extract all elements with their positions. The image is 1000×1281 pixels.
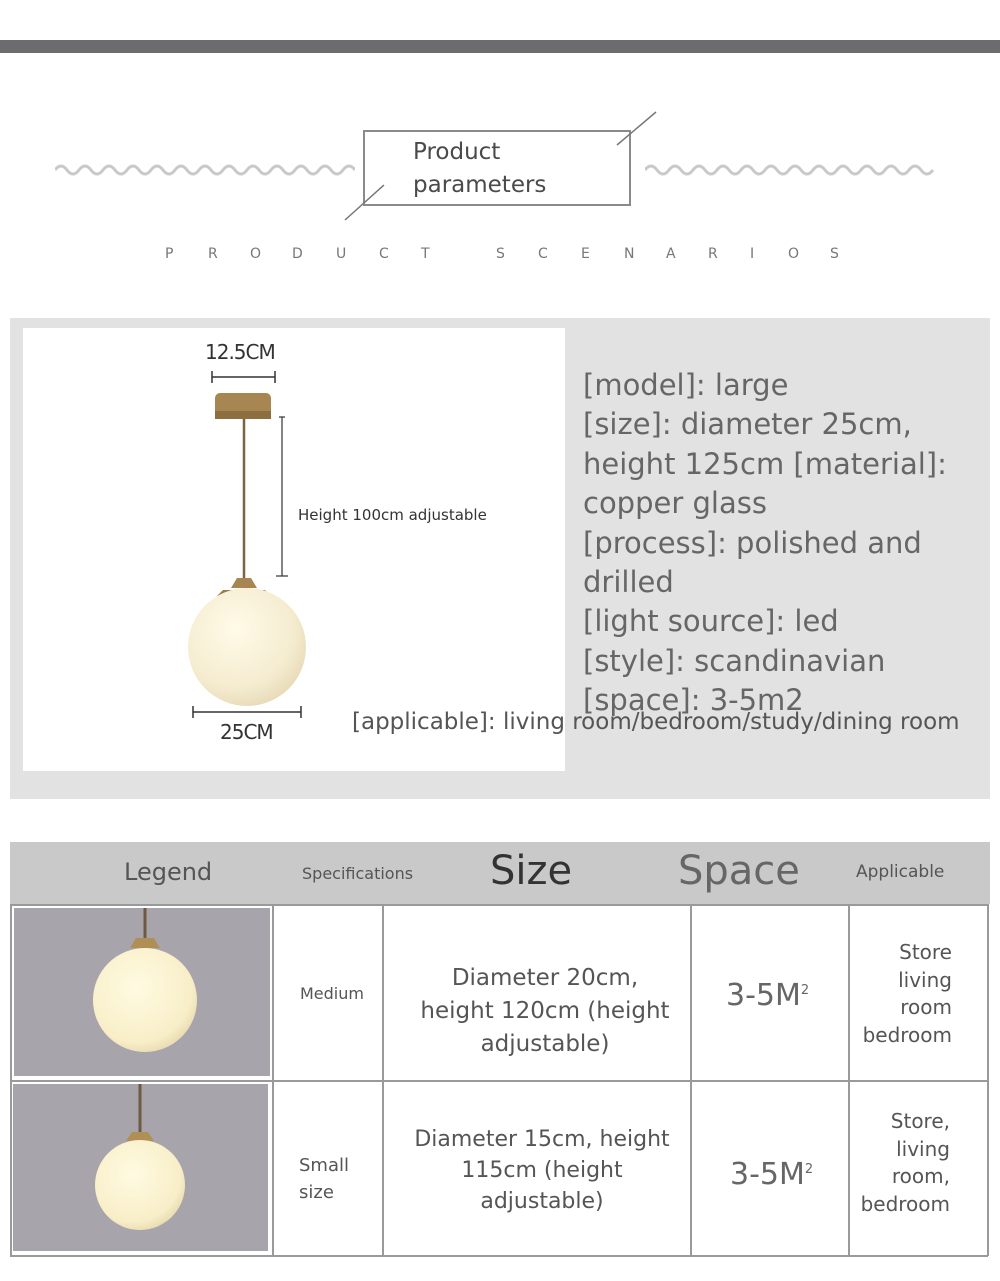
size-line: adjustable) <box>480 1031 610 1057</box>
applicable-line: room, <box>891 1164 950 1188</box>
subtitle-letter: E <box>581 246 590 262</box>
spec-applicable-line: [applicable]: living room/bedroom/study/dining room <box>352 709 960 735</box>
applicable-line: living <box>898 967 952 992</box>
applicable-line: bedroom <box>862 1022 952 1047</box>
subtitle-letter: O <box>788 246 800 262</box>
subtitle-letter: A <box>666 246 676 262</box>
applicable-line: room <box>900 995 952 1019</box>
wave-ornament-right <box>645 158 940 182</box>
size-line: Diameter 15cm, height <box>414 1127 670 1152</box>
applicable-line: bedroom <box>860 1191 950 1216</box>
spec-line: [space]: 3-5m2 <box>583 683 804 718</box>
size-line: height 120cm (height <box>420 998 670 1024</box>
spec-line: [model]: large <box>583 368 789 402</box>
size-line: adjustable) <box>480 1189 604 1214</box>
spec-list <box>583 366 983 721</box>
subtitle-letter: P <box>165 246 174 262</box>
row-medium-applicable <box>852 939 952 1049</box>
header-specifications: Specifications <box>302 864 414 883</box>
spec-line: drilled <box>583 565 674 600</box>
row-medium-spec: Medium <box>300 984 364 1003</box>
applicable-line: living <box>896 1136 950 1161</box>
subtitle-letter: S <box>496 246 505 262</box>
subtitle-letter: O <box>250 246 262 262</box>
space-value: 3-5M <box>730 1157 805 1192</box>
section-title <box>413 136 546 202</box>
section-title-line-1: Product <box>413 139 501 165</box>
header-legend: Legend <box>124 858 213 886</box>
legend-image-medium <box>14 908 270 1076</box>
subtitle-letter: R <box>208 246 218 262</box>
pendant-lamp-drawing <box>23 328 565 771</box>
spec-line: [light source]: led <box>583 604 839 639</box>
header-applicable: Applicable <box>856 862 945 882</box>
size-line: 115cm (height <box>461 1158 623 1183</box>
subtitle-letter: S <box>830 246 839 262</box>
row-small-applicable <box>850 1108 950 1218</box>
subtitle-letter: I <box>750 246 755 262</box>
spec-line: height 125cm [material]: <box>583 446 947 481</box>
spec-line: [style]: scandinavian <box>583 643 886 678</box>
applicable-line: Store <box>899 940 952 964</box>
top-divider-bar <box>0 40 1000 53</box>
space-unit-superscript: 2 <box>800 983 810 998</box>
subtitle-letter: R <box>708 246 718 262</box>
subtitle-letter: C <box>538 246 548 262</box>
spec-line: [size]: diameter 25cm, <box>583 407 912 442</box>
medium-pendant-lamp-photo <box>14 908 270 1076</box>
space-value: 3-5M <box>726 978 801 1013</box>
legend-image-small <box>13 1084 268 1251</box>
applicable-line: Store, <box>890 1109 950 1133</box>
wave-ornament-left <box>55 158 355 182</box>
subtitle-letter: C <box>379 246 389 262</box>
product-dimension-diagram <box>23 328 565 771</box>
spec-line: Small <box>299 1155 349 1176</box>
subtitle-letter: T <box>421 246 430 262</box>
spec-line: copper glass <box>583 486 767 521</box>
row-small-spec <box>299 1152 349 1206</box>
row-small-space <box>730 1157 813 1192</box>
height-adjustable-label: Height 100cm adjustable <box>298 506 487 524</box>
subtitle-letter: D <box>292 246 303 262</box>
small-pendant-lamp-photo <box>13 1084 268 1251</box>
spec-line: size <box>299 1182 334 1203</box>
header-space: Space <box>678 848 800 894</box>
row-medium-size <box>392 962 698 1061</box>
table-row-divider <box>10 1080 988 1082</box>
size-line: Diameter 20cm, <box>451 965 639 991</box>
canopy-width-label: 12.5CM <box>205 340 275 364</box>
subtitle-letter: N <box>624 246 635 262</box>
row-small-size <box>388 1124 696 1217</box>
table-border-bottom <box>10 1255 988 1257</box>
subtitle-letter: U <box>336 246 347 262</box>
header-size: Size <box>490 848 573 894</box>
spec-line: [process]: polished and <box>583 525 922 560</box>
section-title-line-2: parameters <box>413 172 547 198</box>
table-row-divider <box>10 904 988 906</box>
space-unit-superscript: 2 <box>804 1162 814 1177</box>
globe-diameter-label: 25CM <box>220 720 273 744</box>
row-medium-space <box>726 978 809 1013</box>
